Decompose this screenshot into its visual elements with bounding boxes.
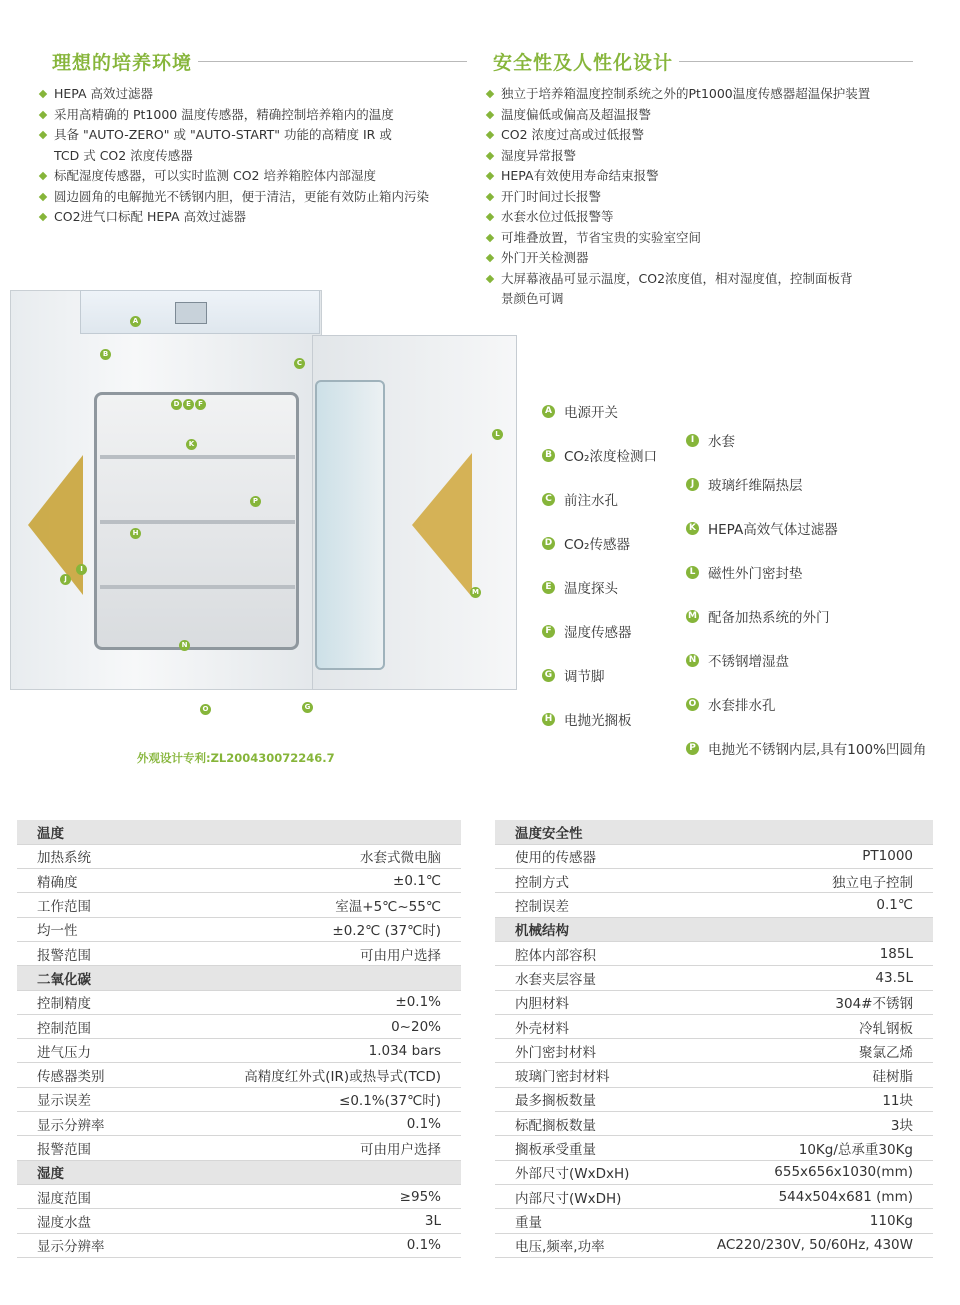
marker-e: E xyxy=(183,399,194,410)
legend-badge: L xyxy=(686,566,699,579)
spec-value: 0.1% xyxy=(156,1233,461,1257)
spec-value: 硅树脂 xyxy=(668,1063,933,1087)
spec-value: 1.034 bars xyxy=(156,1039,461,1063)
marker-i: I xyxy=(76,564,87,575)
feature-item: HEPA 高效过滤器 xyxy=(40,84,460,105)
legend-label: 电抛光不锈钢内层,具有100%凹圆角 xyxy=(708,742,927,758)
legend-label: 湿度传感器 xyxy=(564,625,632,641)
spec-label: 显示分辨率 xyxy=(17,1112,156,1136)
spec-label: 湿度水盘 xyxy=(17,1209,156,1233)
legend-item-c xyxy=(542,489,618,509)
section-title-text: 安全性及人性化设计 xyxy=(493,52,674,74)
spec-row xyxy=(495,1160,933,1184)
marker-n: N xyxy=(179,640,190,651)
legend-item-b xyxy=(542,445,657,465)
spec-row xyxy=(17,1209,461,1233)
shelf xyxy=(100,520,295,524)
spec-value: ±0.2℃ (37℃时) xyxy=(156,917,461,941)
marker-a: A xyxy=(130,316,141,327)
spec-row xyxy=(495,990,933,1014)
incubator-illustration xyxy=(0,280,530,720)
spec-label: 湿度范围 xyxy=(17,1184,156,1208)
spec-value: ≤0.1%(37℃时) xyxy=(156,1087,461,1111)
section-title-culture-environment xyxy=(52,48,467,75)
feature-item: 独立于培养箱温度控制系统之外的Pt1000温度传感器超温保护装置 xyxy=(487,84,917,105)
legend-badge: B xyxy=(542,449,555,462)
spec-value: 聚氯乙烯 xyxy=(668,1039,933,1063)
spec-value: 水套式微电脑 xyxy=(156,844,461,868)
spec-value: ±0.1℃ xyxy=(156,869,461,893)
section-title-safety-design xyxy=(493,48,913,75)
spec-section-header xyxy=(17,966,461,990)
feature-item: 采用高精确的 Pt1000 温度传感器，精确控制培养箱内的温度 xyxy=(40,105,460,126)
spec-label: 水套夹层容量 xyxy=(495,966,668,990)
legend-badge: G xyxy=(542,669,555,682)
legend-item-k xyxy=(686,518,838,538)
spec-label: 显示误差 xyxy=(17,1087,156,1111)
spec-value: ±0.1% xyxy=(156,990,461,1014)
feature-item: 温度偏低或偏高及超温报警 xyxy=(487,105,917,126)
spec-label: 电压,频率,功率 xyxy=(495,1233,668,1257)
spec-value: 10Kg/总承重30Kg xyxy=(668,1136,933,1160)
spec-value: 可由用户选择 xyxy=(156,1136,461,1160)
feature-item: 外门开关检测器 xyxy=(487,248,917,269)
spec-value: 544x504x681 (mm) xyxy=(668,1184,933,1208)
legend-label: 配备加热系统的外门 xyxy=(708,610,830,626)
spec-row xyxy=(17,917,461,941)
marker-l: L xyxy=(492,429,503,440)
spec-row xyxy=(17,893,461,917)
legend-item-f xyxy=(542,621,632,641)
feature-item-continuation: TCD 式 CO2 浓度传感器 xyxy=(54,147,193,163)
legend-badge: M xyxy=(686,610,699,623)
spec-section-header xyxy=(17,1160,461,1184)
spec-value: 3块 xyxy=(668,1112,933,1136)
marker-g: G xyxy=(302,702,313,713)
spec-row xyxy=(17,1087,461,1111)
spec-row xyxy=(17,1184,461,1208)
spec-label: 显示分辨率 xyxy=(17,1233,156,1257)
spec-value: 0~20% xyxy=(156,1014,461,1038)
spec-label: 外门密封材料 xyxy=(495,1039,668,1063)
spec-value: PT1000 xyxy=(668,844,933,868)
spec-section-title: 二氧化碳 xyxy=(17,966,461,990)
spec-row xyxy=(495,844,933,868)
spec-label: 腔体内部容积 xyxy=(495,941,668,965)
legend-item-l xyxy=(686,562,803,582)
glass-inner-door xyxy=(315,380,385,670)
spec-value: 304#不锈钢 xyxy=(668,990,933,1014)
legend-item-m xyxy=(686,606,830,626)
spec-label: 使用的传感器 xyxy=(495,844,668,868)
legend-label: 水套 xyxy=(708,434,735,450)
legend-label: 水套排水孔 xyxy=(708,698,776,714)
feature-item: 水套水位过低报警等 xyxy=(487,207,917,228)
spec-label: 控制范围 xyxy=(17,1014,156,1038)
spec-label: 搁板承受重量 xyxy=(495,1136,668,1160)
section-title-text: 理想的培养环境 xyxy=(52,52,193,74)
marker-p: P xyxy=(250,496,261,507)
feature-item: CO2进气口标配 HEPA 高效过滤器 xyxy=(40,207,460,228)
spec-value: 冷轧钢板 xyxy=(668,1014,933,1038)
legend-badge: E xyxy=(542,581,555,594)
legend-badge: I xyxy=(686,434,699,447)
legend-badge: D xyxy=(542,537,555,550)
legend-badge: O xyxy=(686,698,699,711)
marker-h: H xyxy=(130,528,141,539)
title-divider xyxy=(679,61,913,62)
shelf xyxy=(100,585,295,589)
spec-row xyxy=(17,1063,461,1087)
spec-label: 标配搁板数量 xyxy=(495,1112,668,1136)
spec-value: 高精度红外式(IR)或热导式(TCD) xyxy=(156,1063,461,1087)
legend-label: CO₂传感器 xyxy=(564,537,630,553)
legend-item-p xyxy=(686,738,926,758)
spec-row xyxy=(495,966,933,990)
spec-value: 可由用户选择 xyxy=(156,941,461,965)
spec-value: ≥95% xyxy=(156,1184,461,1208)
feature-item: 圆边圆角的电解抛光不锈钢内胆，便于清洁，更能有效防止箱内污染 xyxy=(40,187,460,208)
spec-label: 报警范围 xyxy=(17,941,156,965)
spec-value: 185L xyxy=(668,941,933,965)
spec-table-left xyxy=(17,820,461,1258)
spec-section-header xyxy=(495,820,933,844)
design-patent-note: 外观设计专利:ZL200430072246.7 xyxy=(137,751,335,765)
feature-item: 可堆叠放置，节省宝贵的实验室空间 xyxy=(487,228,917,249)
legend-badge: K xyxy=(686,522,699,535)
spec-row xyxy=(495,941,933,965)
spec-row xyxy=(17,1233,461,1257)
legend-label: 温度探头 xyxy=(564,581,618,597)
legend-item-n xyxy=(686,650,789,670)
spec-row xyxy=(495,1014,933,1038)
spec-label: 最多搁板数量 xyxy=(495,1087,668,1111)
spec-label: 控制误差 xyxy=(495,893,668,917)
spec-label: 均一性 xyxy=(17,917,156,941)
marker-k: K xyxy=(186,439,197,450)
spec-label: 传感器类别 xyxy=(17,1063,156,1087)
legend-badge: J xyxy=(686,478,699,491)
legend-badge: P xyxy=(686,742,699,755)
feature-item: HEPA有效使用寿命结束报警 xyxy=(487,166,917,187)
spec-row xyxy=(495,1184,933,1208)
feature-item-continuation: 景颜色可调 xyxy=(501,291,564,306)
shelf xyxy=(100,455,295,459)
lcd-screen xyxy=(175,302,207,324)
legend-label: 电源开关 xyxy=(564,405,618,421)
spec-label: 控制方式 xyxy=(495,869,668,893)
legend-item-j xyxy=(686,474,803,494)
spec-row xyxy=(17,990,461,1014)
spec-value: 独立电子控制 xyxy=(668,869,933,893)
feature-item: 湿度异常报警 xyxy=(487,146,917,167)
spec-label: 外壳材料 xyxy=(495,1014,668,1038)
spec-value: 11块 xyxy=(668,1087,933,1111)
spec-label: 外部尺寸(WxDxH) xyxy=(495,1160,668,1184)
marker-b: B xyxy=(100,349,111,360)
spec-row xyxy=(495,1233,933,1257)
legend-item-d xyxy=(542,533,630,553)
legend-label: CO₂浓度检测口 xyxy=(564,449,657,465)
spec-section-title: 机械结构 xyxy=(495,917,933,941)
spec-label: 内部尺寸(WxDH) xyxy=(495,1184,668,1208)
spec-row xyxy=(17,869,461,893)
legend-label: 磁性外门密封垫 xyxy=(708,566,803,582)
feature-item: 开门时间过长报警 xyxy=(487,187,917,208)
legend-badge: F xyxy=(542,625,555,638)
feature-item: CO2 浓度过高或过低报警 xyxy=(487,125,917,146)
legend-label: 电抛光搁板 xyxy=(564,713,632,729)
spec-value: 0.1℃ xyxy=(668,893,933,917)
legend-label: 不锈钢增湿盘 xyxy=(708,654,789,670)
legend-item-a xyxy=(542,401,618,421)
spec-value: 43.5L xyxy=(668,966,933,990)
title-divider xyxy=(198,61,467,62)
feature-list-culture-environment xyxy=(40,84,460,228)
spec-section-title: 湿度 xyxy=(17,1160,461,1184)
spec-label: 加热系统 xyxy=(17,844,156,868)
spec-table-right xyxy=(495,820,933,1258)
legend-label: 前注水孔 xyxy=(564,493,618,509)
spec-value: AC220/230V, 50/60Hz, 430W xyxy=(668,1233,933,1257)
spec-value: 0.1% xyxy=(156,1112,461,1136)
marker-m: M xyxy=(470,587,481,598)
marker-o: O xyxy=(200,704,211,715)
legend-item-e xyxy=(542,577,618,597)
legend-label: HEPA高效气体过滤器 xyxy=(708,522,838,538)
legend-item-i xyxy=(686,430,735,450)
spec-section-header xyxy=(17,820,461,844)
spec-label: 重量 xyxy=(495,1209,668,1233)
spec-row xyxy=(495,1039,933,1063)
spec-row xyxy=(495,893,933,917)
spec-row xyxy=(17,1014,461,1038)
spec-row xyxy=(495,1136,933,1160)
legend-badge: A xyxy=(542,405,555,418)
marker-d: D xyxy=(171,399,182,410)
spec-section-title: 温度安全性 xyxy=(495,820,933,844)
feature-item: 具备 "AUTO-ZERO" 或 "AUTO-START" 功能的高精度 IR 或 xyxy=(40,125,460,146)
spec-value: 655x656x1030(mm) xyxy=(668,1160,933,1184)
spec-label: 工作范围 xyxy=(17,893,156,917)
legend-item-g xyxy=(542,665,605,685)
marker-j: J xyxy=(60,574,71,585)
spec-row xyxy=(495,1063,933,1087)
spec-row xyxy=(17,844,461,868)
arrow-right-icon xyxy=(412,453,472,597)
marker-c: C xyxy=(294,358,305,369)
arrow-left-icon xyxy=(28,455,83,595)
spec-label: 内胆材料 xyxy=(495,990,668,1014)
spec-row xyxy=(495,1112,933,1136)
spec-label: 进气压力 xyxy=(17,1039,156,1063)
spec-row xyxy=(495,1087,933,1111)
spec-label: 报警范围 xyxy=(17,1136,156,1160)
legend-badge: C xyxy=(542,493,555,506)
spec-value: 室温+5℃~55℃ xyxy=(156,893,461,917)
spec-row xyxy=(495,1209,933,1233)
feature-item: 大屏幕液晶可显示温度，CO2浓度值，相对湿度值，控制面板背 xyxy=(487,269,917,290)
legend-label: 玻璃纤维隔热层 xyxy=(708,478,803,494)
feature-list-safety-design xyxy=(487,84,917,310)
spec-label: 玻璃门密封材料 xyxy=(495,1063,668,1087)
feature-item: 标配湿度传感器，可以实时监测 CO2 培养箱腔体内部湿度 xyxy=(40,166,460,187)
legend-item-h xyxy=(542,709,632,729)
spec-value: 3L xyxy=(156,1209,461,1233)
spec-value: 110Kg xyxy=(668,1209,933,1233)
spec-row xyxy=(17,941,461,965)
spec-row xyxy=(17,1136,461,1160)
spec-row xyxy=(17,1039,461,1063)
spec-label: 精确度 xyxy=(17,869,156,893)
spec-row xyxy=(495,869,933,893)
legend-item-o xyxy=(686,694,776,714)
spec-label: 控制精度 xyxy=(17,990,156,1014)
spec-row xyxy=(17,1112,461,1136)
legend-label: 调节脚 xyxy=(564,669,605,685)
spec-section-header xyxy=(495,917,933,941)
legend-badge: H xyxy=(542,713,555,726)
spec-section-title: 温度 xyxy=(17,820,461,844)
legend-badge: N xyxy=(686,654,699,667)
marker-f: F xyxy=(195,399,206,410)
